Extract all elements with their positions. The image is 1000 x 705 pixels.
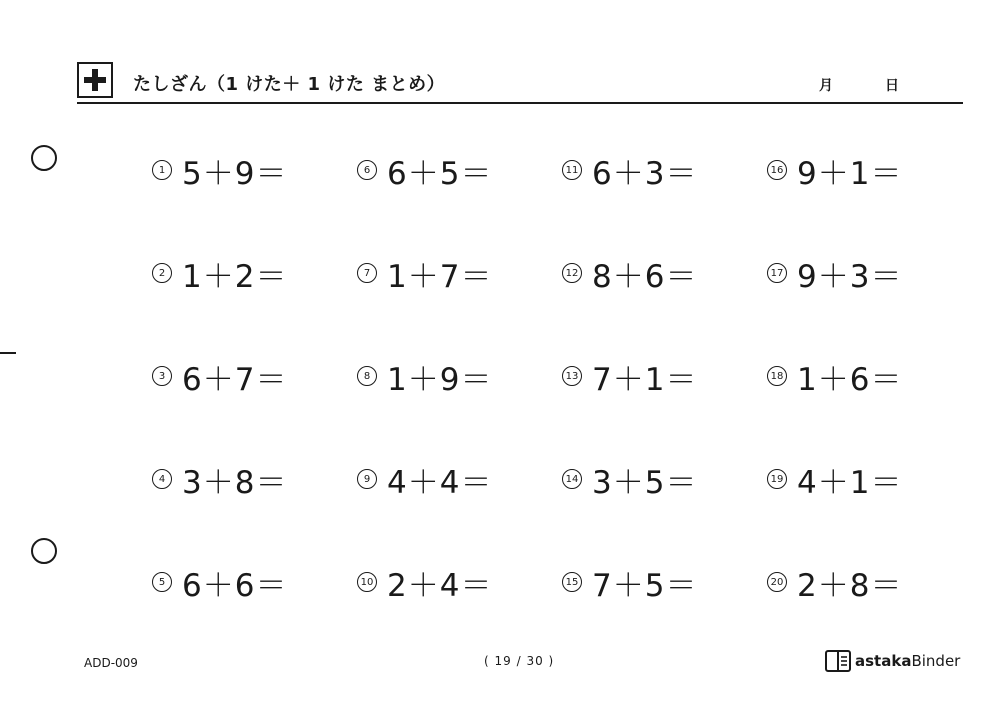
problem-number: 5 xyxy=(152,572,172,592)
worksheet-code: ADD-009 xyxy=(84,656,138,670)
worksheet-header xyxy=(77,62,963,104)
problem-item xyxy=(562,457,697,501)
problem-number: 15 xyxy=(562,572,582,592)
problem-item xyxy=(357,148,492,192)
problem-number: 10 xyxy=(357,572,377,592)
problem-number: 1 xyxy=(152,160,172,180)
fold-mark xyxy=(0,352,16,354)
problem-expression: 7＋5＝ xyxy=(592,567,698,604)
problem-expression: 6＋3＝ xyxy=(592,155,698,192)
problem-item xyxy=(767,354,902,398)
problem-number: 14 xyxy=(562,469,582,489)
problem-number: 7 xyxy=(357,263,377,283)
problem-number: 2 xyxy=(152,263,172,283)
problem-number: 3 xyxy=(152,366,172,386)
problem-expression: 5＋9＝ xyxy=(182,155,288,192)
problem-number: 8 xyxy=(357,366,377,386)
problem-item xyxy=(152,457,287,501)
problem-item xyxy=(562,251,697,295)
problem-item xyxy=(357,354,492,398)
problem-number: 13 xyxy=(562,366,582,386)
problem-expression: 1＋7＝ xyxy=(387,258,493,295)
problem-item xyxy=(357,251,492,295)
problem-item xyxy=(562,560,697,604)
binder-hole-bottom xyxy=(31,538,57,564)
problem-item xyxy=(357,560,492,604)
problem-expression: 4＋1＝ xyxy=(797,464,903,501)
problem-item xyxy=(152,560,287,604)
problem-expression: 1＋9＝ xyxy=(387,361,493,398)
problem-expression: 1＋6＝ xyxy=(797,361,903,398)
problem-expression: 1＋2＝ xyxy=(182,258,288,295)
brand-logo xyxy=(825,648,960,674)
problem-item xyxy=(767,560,902,604)
problem-item xyxy=(152,148,287,192)
problem-number: 16 xyxy=(767,160,787,180)
problem-expression: 4＋4＝ xyxy=(387,464,493,501)
problem-item xyxy=(767,251,902,295)
problem-expression: 8＋6＝ xyxy=(592,258,698,295)
problem-number: 4 xyxy=(152,469,172,489)
page-indicator: ( 19 / 30 ) xyxy=(484,654,555,668)
book-icon xyxy=(825,649,851,673)
problem-number: 12 xyxy=(562,263,582,283)
worksheet-title: たしざん（1 けた＋ 1 けた まとめ） xyxy=(133,74,446,95)
brand-name-bold: astaka xyxy=(855,652,912,670)
problem-number: 9 xyxy=(357,469,377,489)
problem-item xyxy=(562,148,697,192)
problem-item xyxy=(152,354,287,398)
problem-expression: 7＋1＝ xyxy=(592,361,698,398)
problem-item xyxy=(152,251,287,295)
problem-expression: 2＋4＝ xyxy=(387,567,493,604)
problem-expression: 6＋5＝ xyxy=(387,155,493,192)
problem-item xyxy=(767,148,902,192)
problem-grid xyxy=(152,148,972,618)
problem-number: 6 xyxy=(357,160,377,180)
problem-number: 19 xyxy=(767,469,787,489)
brand-name-light: Binder xyxy=(911,652,961,670)
problem-number: 20 xyxy=(767,572,787,592)
binder-hole-top xyxy=(31,145,57,171)
problem-item xyxy=(357,457,492,501)
problem-expression: 9＋3＝ xyxy=(797,258,903,295)
problem-expression: 9＋1＝ xyxy=(797,155,903,192)
day-label: 日 xyxy=(885,78,899,94)
problem-number: 11 xyxy=(562,160,582,180)
problem-expression: 2＋8＝ xyxy=(797,567,903,604)
problem-expression: 3＋8＝ xyxy=(182,464,288,501)
problem-expression: 6＋7＝ xyxy=(182,361,288,398)
problem-expression: 6＋6＝ xyxy=(182,567,288,604)
plus-icon xyxy=(77,62,113,98)
month-label: 月 xyxy=(819,78,833,94)
problem-number: 17 xyxy=(767,263,787,283)
problem-expression: 3＋5＝ xyxy=(592,464,698,501)
problem-item xyxy=(562,354,697,398)
problem-item xyxy=(767,457,902,501)
problem-number: 18 xyxy=(767,366,787,386)
